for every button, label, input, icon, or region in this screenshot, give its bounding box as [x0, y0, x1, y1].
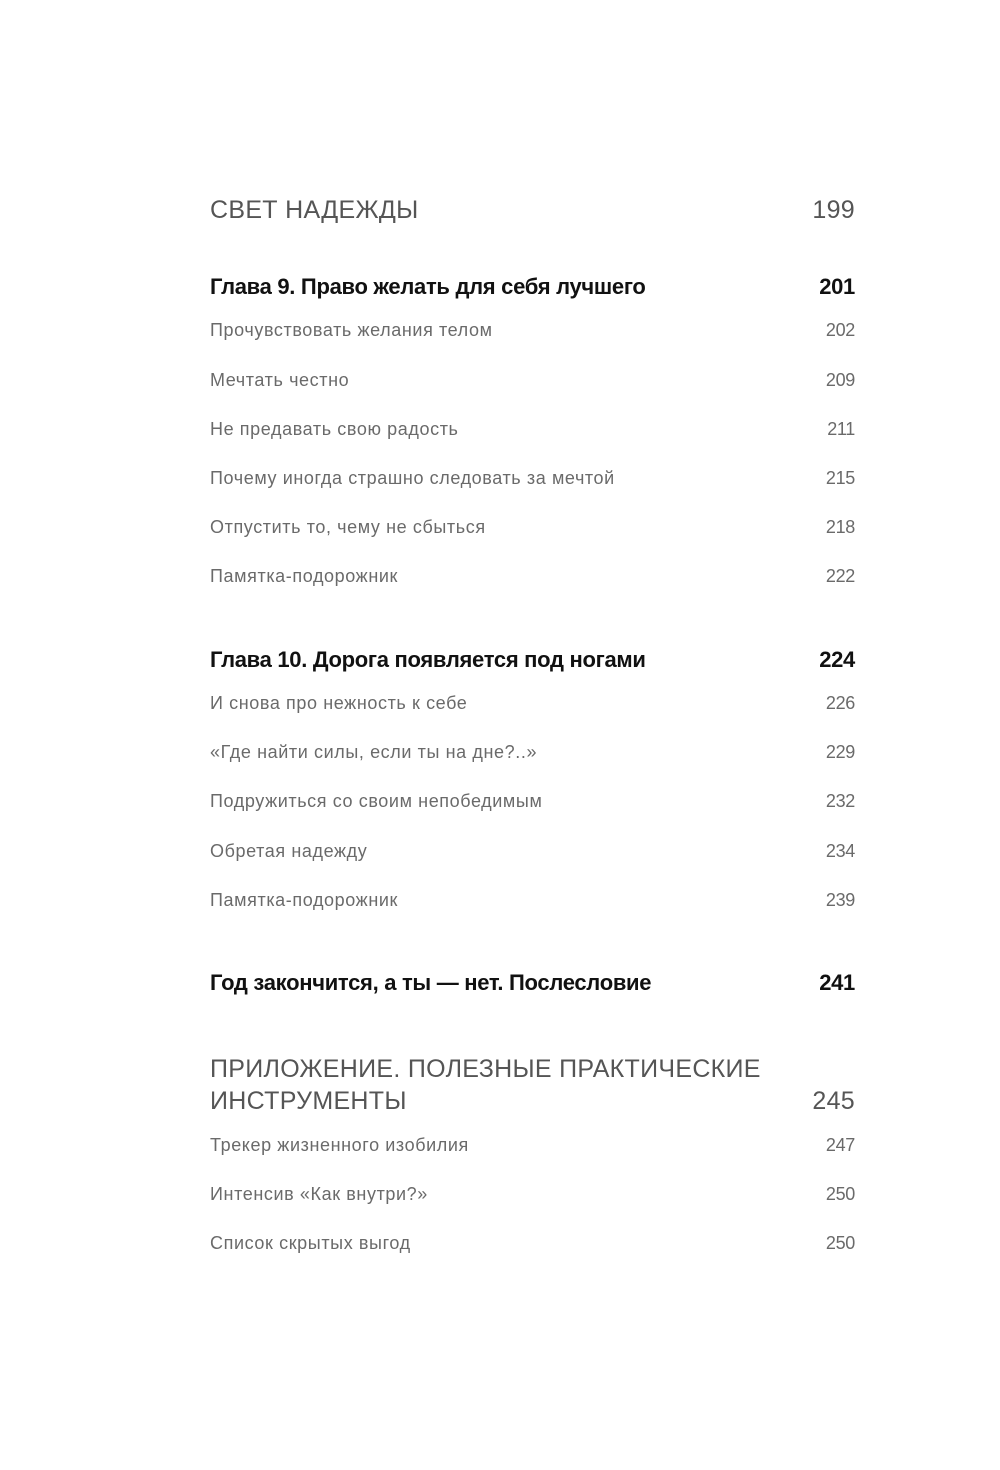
toc-item — [210, 683, 855, 723]
toc-title-line1: ПРИЛОЖЕНИЕ. ПОЛЕЗНЫЕ ПРАКТИЧЕСКИЕ — [210, 1055, 761, 1083]
toc-item — [210, 458, 855, 498]
toc-page: 201 — [819, 274, 855, 299]
toc-title: Глава 10. Дорога появляется под ногами — [210, 647, 646, 672]
toc-item — [210, 409, 855, 449]
toc-item — [210, 360, 855, 400]
toc-title-line2: ИНСТРУМЕНТЫ — [210, 1087, 407, 1115]
toc-title: Мечтать честно — [210, 370, 350, 390]
toc-appendix-heading — [210, 1053, 855, 1117]
toc-item — [210, 781, 855, 821]
toc-chapter-10 — [210, 640, 855, 680]
toc-page: 209 — [825, 370, 855, 390]
toc-page: 199 — [812, 196, 855, 224]
toc-title: Обретая надежду — [210, 841, 368, 861]
toc-title: Памятка-подорожник — [210, 890, 398, 910]
toc-title: Памятка-подорожник — [210, 566, 398, 586]
toc-page: 218 — [825, 517, 855, 537]
toc-item — [210, 1125, 855, 1165]
toc-item — [210, 556, 855, 596]
toc-item — [210, 732, 855, 772]
toc-title: СВЕТ НАДЕЖДЫ — [210, 196, 419, 224]
toc-item — [210, 1223, 855, 1263]
toc-title: Список скрытых выгод — [210, 1233, 411, 1253]
toc-item — [210, 831, 855, 871]
toc-title: И снова про нежность к себе — [210, 693, 468, 713]
toc-item — [210, 1174, 855, 1214]
toc-title: Не предавать свою радость — [210, 419, 459, 439]
toc-part-heading — [210, 190, 855, 230]
toc-title: «Где найти силы, если ты на дне?..» — [210, 742, 538, 762]
toc-page: 239 — [825, 890, 855, 910]
toc-title: Прочувствовать желания телом — [210, 320, 493, 340]
toc-page: 211 — [827, 419, 855, 439]
toc-page: 229 — [825, 742, 855, 762]
toc-page: 215 — [825, 468, 855, 488]
toc-title: Трекер жизненного изобилия — [210, 1135, 469, 1155]
toc-title: Почему иногда страшно следовать за мечтой — [210, 468, 615, 488]
toc-title: Глава 9. Право желать для себя лучшего — [210, 274, 646, 299]
toc-item — [210, 507, 855, 547]
toc-chapter-9 — [210, 267, 855, 307]
toc-item — [210, 880, 855, 920]
toc-page: 224 — [819, 647, 855, 672]
toc-title: Год закончится, а ты — нет. Послесловие — [210, 970, 652, 995]
toc-page: 250 — [825, 1184, 855, 1204]
toc-page: 245 — [812, 1087, 855, 1115]
toc-title: Интенсив «Как внутри?» — [210, 1184, 428, 1204]
toc-page: 222 — [825, 566, 855, 586]
toc-page: 232 — [825, 791, 855, 811]
toc-page: 247 — [825, 1135, 855, 1155]
toc-title: Подружиться со своим непобедимым — [210, 791, 543, 811]
toc-page: 241 — [819, 970, 855, 995]
toc-page: 250 — [825, 1233, 855, 1253]
toc-page: 226 — [825, 693, 855, 713]
toc-page: 202 — [825, 320, 855, 340]
toc-page: 234 — [825, 841, 855, 861]
toc-item — [210, 310, 855, 350]
toc-title: Отпустить то, чему не сбыться — [210, 517, 486, 537]
toc-afterword — [210, 963, 855, 1003]
